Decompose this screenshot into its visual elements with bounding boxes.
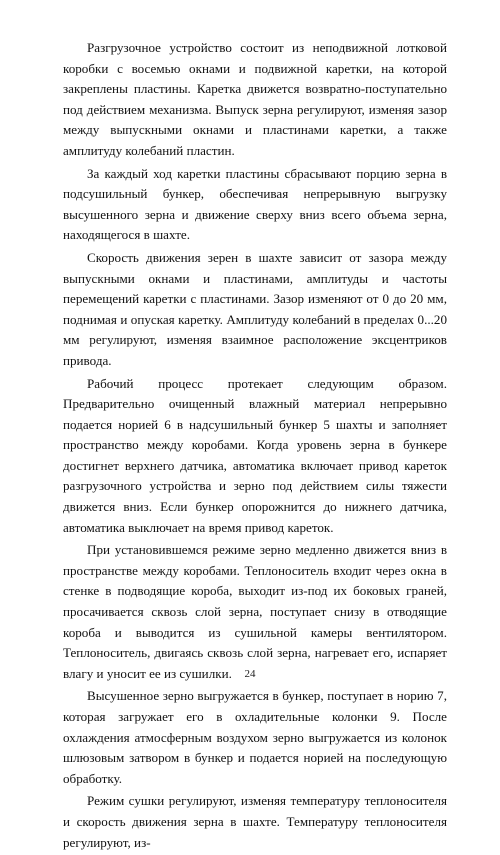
paragraph-carriage-stroke: За каждый ход каретки пластины сбрасывают порцию зерна в подсушильный бункер, обеспечивая непрерывную выгрузку высушенного зерна и движение сверху вниз всего объема зерна, находящегося в шахте. xyxy=(63,165,447,243)
paragraph-drying-mode: Режим сушки регулируют, изменяя температуру теплоносителя и скорость движения зерна в шахте. Температуру теплоносителя регулируют, из- xyxy=(63,793,447,850)
paragraph-dried-grain: Высушенное зерно выгружается в бункер, поступает в норию 7, которая загружает его в охладительные колонки 9. После охлаждения атмосферным воздухом зерно выгружается из колонок шлюзовым затвором в бункер и подается норией на последующую обработку. xyxy=(63,688,447,786)
page-number: 24 xyxy=(244,668,256,680)
paragraph-grain-speed: Скорость движения зерен в шахте зависит от зазора между выпускными окнами и пластинами, амплитуды и частоты перемещений каретки с пластинами. Зазор изменяют от 0 до 20 мм, поднимая и опуская каретку. Амплитуду колебаний в пределах 0...20 мм регулируют, изменяя взаимное расположение эксцентриков привода. xyxy=(63,249,447,368)
document-body xyxy=(63,38,447,855)
paragraph-steady-mode: При установившемся режиме зерно медленно движется вниз в пространстве между коробами. Теплоноситель входит через окна в стенке в подводящие короба, выходит из-под их боковых граней, просачивается сквозь слой зерна, поступает снизу в отводящие короба и выводится из сушильной камеры вентилятором. Теплоноситель, двигаясь сквозь слой зерна, нагревает его, испаряет влагу и уносит ее из сушилки. xyxy=(63,542,447,681)
paragraph-unloading-device: Разгрузочное устройство состоит из неподвижной лотковой коробки с восемью окнами и подвижной каретки, на которой закреплены пластины. Каретка движется возвратно-поступательно под действием механизма. Выпуск зерна регулируют, изменяя зазор между выпускными окнами и пластинами каретки, а также амплитуду колебаний пластин. xyxy=(63,40,447,158)
paragraph-working-process: Рабочий процесс протекает следующим образом. Предварительно очищенный влажный материал непрерывно подается норией 6 в надсушильный бункер 5 шахты и заполняет пространство между коробами. Когда уровень зерна в бункере достигнет верхнего датчика, автоматика включает привод кареток разгрузочного устройства и зерно под действием силы тяжести движется вниз. Если бункер опорожнится до нижнего датчика, автоматика выключает на время привод кареток. xyxy=(63,375,447,535)
